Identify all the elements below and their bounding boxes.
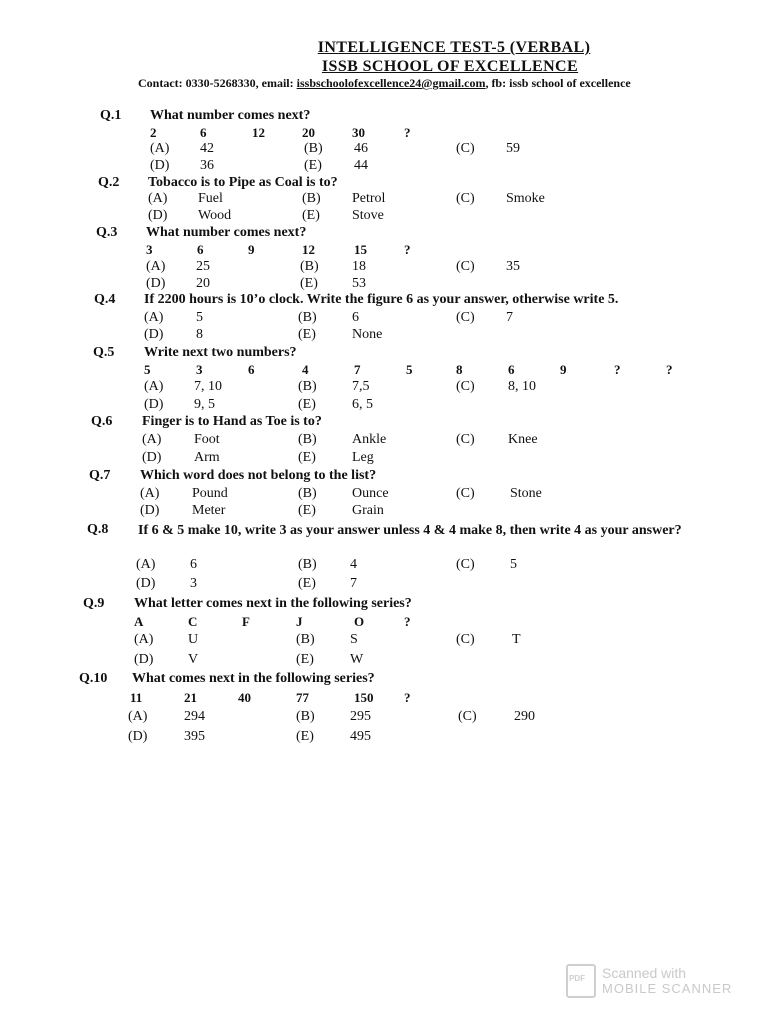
question-number: Q.2	[98, 175, 120, 190]
sequence-term: 150	[354, 690, 374, 705]
sequence-term: 20	[302, 125, 315, 140]
option-label: (A)	[148, 191, 168, 206]
option-label: (E)	[296, 652, 314, 667]
scanner-watermark	[566, 964, 732, 998]
option-label: (B)	[298, 432, 317, 447]
question-text: Which word does not belong to the list?	[140, 468, 377, 483]
option-label: (D)	[150, 158, 170, 173]
option-label: (E)	[302, 208, 320, 223]
sequence-term: 21	[184, 690, 197, 705]
option-value: 495	[350, 729, 371, 744]
question-text: If 2200 hours is 10’o clock. Write the figure 6 as your answer, otherwise write 5.	[144, 292, 619, 307]
option-value: 35	[506, 259, 520, 274]
contact-prefix: Contact: 0330-5268330, email:	[138, 76, 297, 90]
option-label: (E)	[298, 503, 316, 518]
option-label: (D)	[144, 397, 164, 412]
sequence-term: 2	[150, 125, 157, 140]
question-text: What comes next in the following series?	[132, 671, 375, 686]
option-value: 5	[196, 310, 203, 325]
option-label: (A)	[136, 557, 156, 572]
option-value: 294	[184, 709, 205, 724]
option-value: T	[512, 632, 521, 647]
option-label: (B)	[298, 486, 317, 501]
question-number: Q.4	[94, 292, 116, 307]
sequence-term: 40	[238, 690, 251, 705]
sequence-term: 15	[354, 242, 367, 257]
option-value: Meter	[192, 503, 226, 518]
option-value: 7, 10	[194, 379, 222, 394]
option-value: 7	[506, 310, 513, 325]
contact-email: issbschoolofexcellence24@gmail.com	[296, 76, 486, 90]
option-value: U	[188, 632, 199, 647]
option-label: (D)	[144, 327, 164, 342]
option-label: (D)	[134, 652, 154, 667]
option-value: 6, 5	[352, 397, 373, 412]
pdf-icon	[566, 964, 596, 998]
option-value: Arm	[194, 450, 220, 465]
sequence-term: 12	[302, 242, 315, 257]
sequence-term: 8	[456, 362, 463, 377]
question-number: Q.8	[87, 522, 109, 537]
sequence-term: 30	[352, 125, 365, 140]
option-value: 3	[190, 576, 197, 591]
sequence-term: O	[354, 614, 365, 629]
option-value: Knee	[508, 432, 538, 447]
sequence-term: ?	[614, 362, 621, 377]
school-name: ISSB SCHOOL OF EXCELLENCE	[321, 58, 579, 75]
option-label: (C)	[456, 486, 475, 501]
sequence-term: ?	[404, 242, 411, 257]
sequence-term: ?	[404, 690, 411, 705]
option-label: (A)	[140, 486, 160, 501]
option-label: (E)	[298, 576, 316, 591]
option-label: (D)	[136, 576, 156, 591]
question-text: What number comes next?	[150, 108, 311, 123]
question-text: Finger is to Hand as Toe is to?	[142, 414, 322, 429]
option-value: 8	[196, 327, 203, 342]
option-value: 7	[350, 576, 357, 591]
option-value: S	[350, 632, 358, 647]
option-label: (C)	[456, 141, 475, 156]
option-label: (E)	[304, 158, 322, 173]
question-number: Q.6	[91, 414, 113, 429]
option-label: (E)	[298, 327, 316, 342]
option-label: (C)	[456, 310, 475, 325]
option-value: 44	[354, 158, 368, 173]
option-label: (C)	[456, 557, 475, 572]
option-label: (C)	[456, 191, 475, 206]
option-value: Wood	[198, 208, 232, 223]
option-value: 36	[200, 158, 214, 173]
option-value: 395	[184, 729, 205, 744]
option-value: 20	[196, 276, 210, 291]
option-value: Petrol	[352, 191, 386, 206]
option-value: Smoke	[506, 191, 545, 206]
option-value: 7,5	[352, 379, 370, 394]
option-label: (D)	[128, 729, 148, 744]
question-text: Tobacco is to Pipe as Coal is to?	[148, 175, 338, 190]
sequence-term: J	[296, 614, 303, 629]
option-label: (A)	[150, 141, 170, 156]
question-text: If 6 & 5 make 10, write 3 as your answer unless 4 & 4 make 8, then write 4 as your answer?	[138, 523, 682, 538]
option-value: 46	[354, 141, 368, 156]
option-label: (B)	[296, 709, 315, 724]
option-label: (E)	[298, 397, 316, 412]
option-label: (D)	[146, 276, 166, 291]
option-value: Stove	[352, 208, 384, 223]
sequence-term: 9	[560, 362, 567, 377]
option-value: 5	[510, 557, 517, 572]
option-value: Stone	[510, 486, 542, 501]
option-label: (C)	[456, 259, 475, 274]
option-value: Leg	[352, 450, 374, 465]
option-value: V	[188, 652, 199, 667]
sequence-term: 6	[248, 362, 255, 377]
option-label: (A)	[146, 259, 166, 274]
sequence-term: F	[242, 614, 250, 629]
sequence-term: ?	[404, 125, 411, 140]
sequence-term: 12	[252, 125, 265, 140]
sequence-term: 6	[200, 125, 207, 140]
option-label: (A)	[142, 432, 162, 447]
sequence-term: 3	[146, 242, 153, 257]
option-label: (B)	[302, 191, 321, 206]
option-label: (A)	[134, 632, 154, 647]
option-label: (D)	[140, 503, 160, 518]
option-label: (E)	[296, 729, 314, 744]
option-value: Foot	[194, 432, 220, 447]
watermark-line1: Scanned with	[602, 965, 687, 981]
option-value: 6	[190, 557, 197, 572]
option-label: (A)	[144, 379, 164, 394]
option-value: 6	[352, 310, 359, 325]
question-number: Q.7	[89, 468, 111, 483]
option-label: (E)	[300, 276, 318, 291]
option-value: 53	[352, 276, 366, 291]
sequence-term: 3	[196, 362, 203, 377]
sequence-term: 5	[144, 362, 151, 377]
option-label: (C)	[456, 632, 475, 647]
option-value: Pound	[192, 486, 228, 501]
sequence-term: 6	[197, 242, 204, 257]
question-text: What letter comes next in the following series?	[134, 596, 412, 611]
option-label: (C)	[458, 709, 477, 724]
option-label: (C)	[456, 379, 475, 394]
sequence-term: 77	[296, 690, 309, 705]
option-value: Ankle	[352, 432, 387, 447]
option-label: (A)	[128, 709, 148, 724]
option-value: 9, 5	[194, 397, 215, 412]
question-text: What number comes next?	[146, 225, 307, 240]
contact-line	[138, 76, 631, 91]
option-label: (B)	[300, 259, 319, 274]
sequence-term: 9	[248, 242, 255, 257]
option-value: None	[352, 327, 383, 342]
option-value: Fuel	[198, 191, 223, 206]
option-value: 42	[200, 141, 214, 156]
option-value: W	[350, 652, 364, 667]
sequence-term: 6	[508, 362, 515, 377]
option-value: 18	[352, 259, 366, 274]
sequence-term: 5	[406, 362, 413, 377]
watermark-line2: MOBILE SCANNER	[602, 981, 733, 996]
sequence-term: 4	[302, 362, 309, 377]
question-number: Q.5	[93, 345, 115, 360]
option-label: (B)	[298, 310, 317, 325]
question-number: Q.9	[83, 596, 105, 611]
option-value: Grain	[352, 503, 384, 518]
option-label: (B)	[298, 379, 317, 394]
sequence-term: ?	[666, 362, 673, 377]
option-label: (E)	[298, 450, 316, 465]
option-label: (A)	[144, 310, 164, 325]
option-value: 4	[350, 557, 357, 572]
question-number: Q.10	[79, 671, 108, 686]
test-title: INTELLIGENCE TEST-5 (VERBAL)	[317, 39, 591, 56]
option-value: 295	[350, 709, 371, 724]
sequence-term: 11	[130, 690, 143, 705]
option-value: 25	[196, 259, 210, 274]
sequence-term: A	[134, 614, 144, 629]
question-number: Q.1	[100, 108, 122, 123]
option-label: (B)	[304, 141, 323, 156]
option-value: 290	[514, 709, 535, 724]
sequence-term: 7	[354, 362, 361, 377]
option-value: 59	[506, 141, 520, 156]
header	[0, 38, 768, 76]
option-value: Ounce	[352, 486, 389, 501]
option-label: (B)	[296, 632, 315, 647]
sequence-term: ?	[404, 614, 411, 629]
option-label: (D)	[142, 450, 162, 465]
question-number: Q.3	[96, 225, 118, 240]
option-label: (D)	[148, 208, 168, 223]
contact-suffix: , fb: issb school of excellence	[485, 76, 631, 90]
option-label: (B)	[298, 557, 317, 572]
option-value: 8, 10	[508, 379, 536, 394]
sequence-term: C	[188, 614, 198, 629]
question-text: Write next two numbers?	[144, 345, 297, 360]
option-label: (C)	[456, 432, 475, 447]
